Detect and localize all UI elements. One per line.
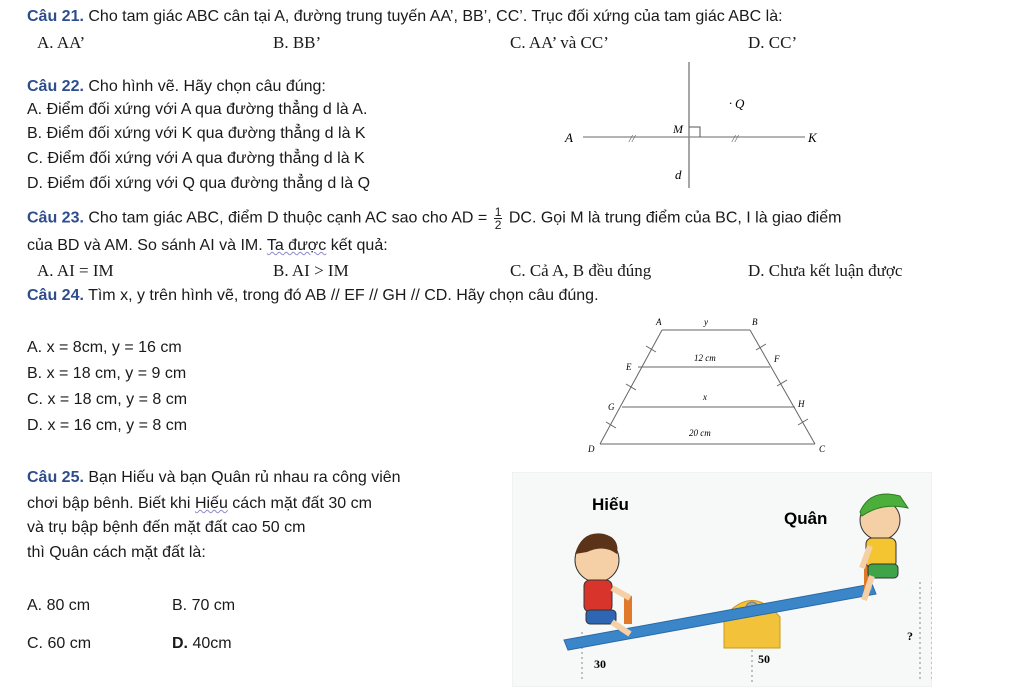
q24-figure [580,312,830,462]
label-question: ? [907,629,913,643]
fraction-numerator: 1 [494,205,502,219]
label-a: A [656,317,662,327]
q25-line2-c: cách mặt đất 30 cm [227,495,372,512]
q23-line2-c: kết quả: [326,237,388,254]
label-d: d [675,167,682,182]
q24-option-a[interactable]: A. x = 8cm, y = 16 cm [27,339,182,356]
label-h: H [798,399,805,409]
right-angle-mark [689,127,700,137]
label-a: A [565,130,573,145]
label-c: C [819,444,826,454]
q21-number: Câu 21. [27,8,84,25]
q22-text: Cho hình vẽ. Hãy chọn câu đúng: [83,78,326,95]
label-ef-length: 12 cm [694,353,716,363]
side-bc [750,330,815,444]
q25-number: Câu 25. [27,469,84,486]
q23-option-a[interactable]: A. AI = IM [37,261,114,280]
q25-option-d-value: 40cm [188,635,232,652]
q21-option-d[interactable]: D. CC’ [748,33,798,52]
q25-prompt-line1 [27,468,401,488]
label-x: x [703,392,707,402]
q24-option-d[interactable]: D. x = 16 cm, y = 8 cm [27,417,188,434]
q23-line2-a: của BD và AM. So sánh AI và IM. [27,237,267,254]
q25-option-a[interactable]: A. 80 cm [27,597,91,614]
label-y: y [704,317,708,327]
q22-option-d[interactable]: D. Điểm đối xứng với Q qua đường thẳng d là Q [27,175,371,192]
q25-option-d-letter: D. [172,635,188,652]
q24-number: Câu 24. [27,287,84,304]
q25-prompt-line3: và trụ bập bệnh đến mặt đất cao 50 cm [27,519,306,536]
q22-figure [555,58,835,193]
point-q-dot: . [729,92,733,107]
q21-option-c[interactable]: C. AA’ và CC’ [510,33,609,52]
q24-prompt [27,286,599,306]
q22-option-b[interactable]: B. Điểm đối xứng với K qua đường thẳng d là K [27,125,366,142]
label-d: D [588,444,595,454]
label-hieu: Hiếu [592,495,629,514]
q25-option-d[interactable] [172,634,232,654]
label-g: G [608,402,615,412]
q23-number: Câu 23. [27,209,84,227]
label-m: M [673,122,683,136]
q21-option-a[interactable]: A. AA’ [37,33,86,52]
label-dc-length: 20 cm [689,428,711,438]
q23-fraction [494,206,503,231]
q25-seesaw-figure [512,472,932,687]
label-b: B [752,317,758,327]
q23-text-2: DC. Gọi M là trung điểm của BC, I là giao điểm [508,209,842,227]
q24-text: Tìm x, y trên hình vẽ, trong đó AB // EF // GH // CD. Hãy chọn câu đúng. [83,287,599,304]
q25-prompt-line2 [27,494,372,514]
q25-line2-a: chơi bập bênh. Biết khi [27,495,195,512]
q23-option-b[interactable]: B. AI > IM [273,261,349,280]
q23-prompt [27,206,841,231]
q25-line1: Bạn Hiếu và bạn Quân rủ nhau ra công viên [83,469,401,486]
label-30: 30 [594,657,606,671]
q23-prompt-line2 [27,236,388,256]
q23-text-1: Cho tam giác ABC, điểm D thuộc cạnh AC sao cho AD = [83,209,488,227]
q24-option-c[interactable]: C. x = 18 cm, y = 8 cm [27,391,188,408]
q23-line2-b: Ta được [266,237,327,254]
label-quan: Quân [784,509,828,528]
q25-line2-b: Hiếu [194,495,228,512]
q21-option-b[interactable]: B. BB’ [273,33,322,52]
q25-prompt-line4: thì Quân cách mặt đất là: [27,544,206,561]
q25-option-b[interactable]: B. 70 cm [172,597,236,614]
q22-option-a[interactable]: A. Điểm đối xứng với A qua đường thẳng d là A. [27,101,368,118]
q22-number: Câu 22. [27,78,84,95]
q22-prompt [27,77,326,97]
fraction-denominator: 2 [494,218,502,232]
q25-option-c[interactable]: C. 60 cm [27,635,92,652]
tick-left: // [629,133,636,145]
label-k: K [808,130,817,145]
label-f: F [774,354,780,364]
label-q: Q [735,96,745,111]
q23-option-c[interactable]: C. Cả A, B đều đúng [510,261,652,280]
label-50: 50 [758,652,770,666]
q21-prompt [27,7,783,27]
q23-option-d[interactable]: D. Chưa kết luận được [748,261,903,280]
q24-option-b[interactable]: B. x = 18 cm, y = 9 cm [27,365,187,382]
q22-option-c[interactable]: C. Điểm đối xứng với A qua đường thẳng d là K [27,150,365,167]
tick-right: // [732,133,739,145]
label-e: E [626,362,632,372]
q21-text: Cho tam giác ABC cân tại A, đường trung tuyến AA’, BB’, CC’. Trục đối xứng của tam giác ABC là: [83,8,783,25]
